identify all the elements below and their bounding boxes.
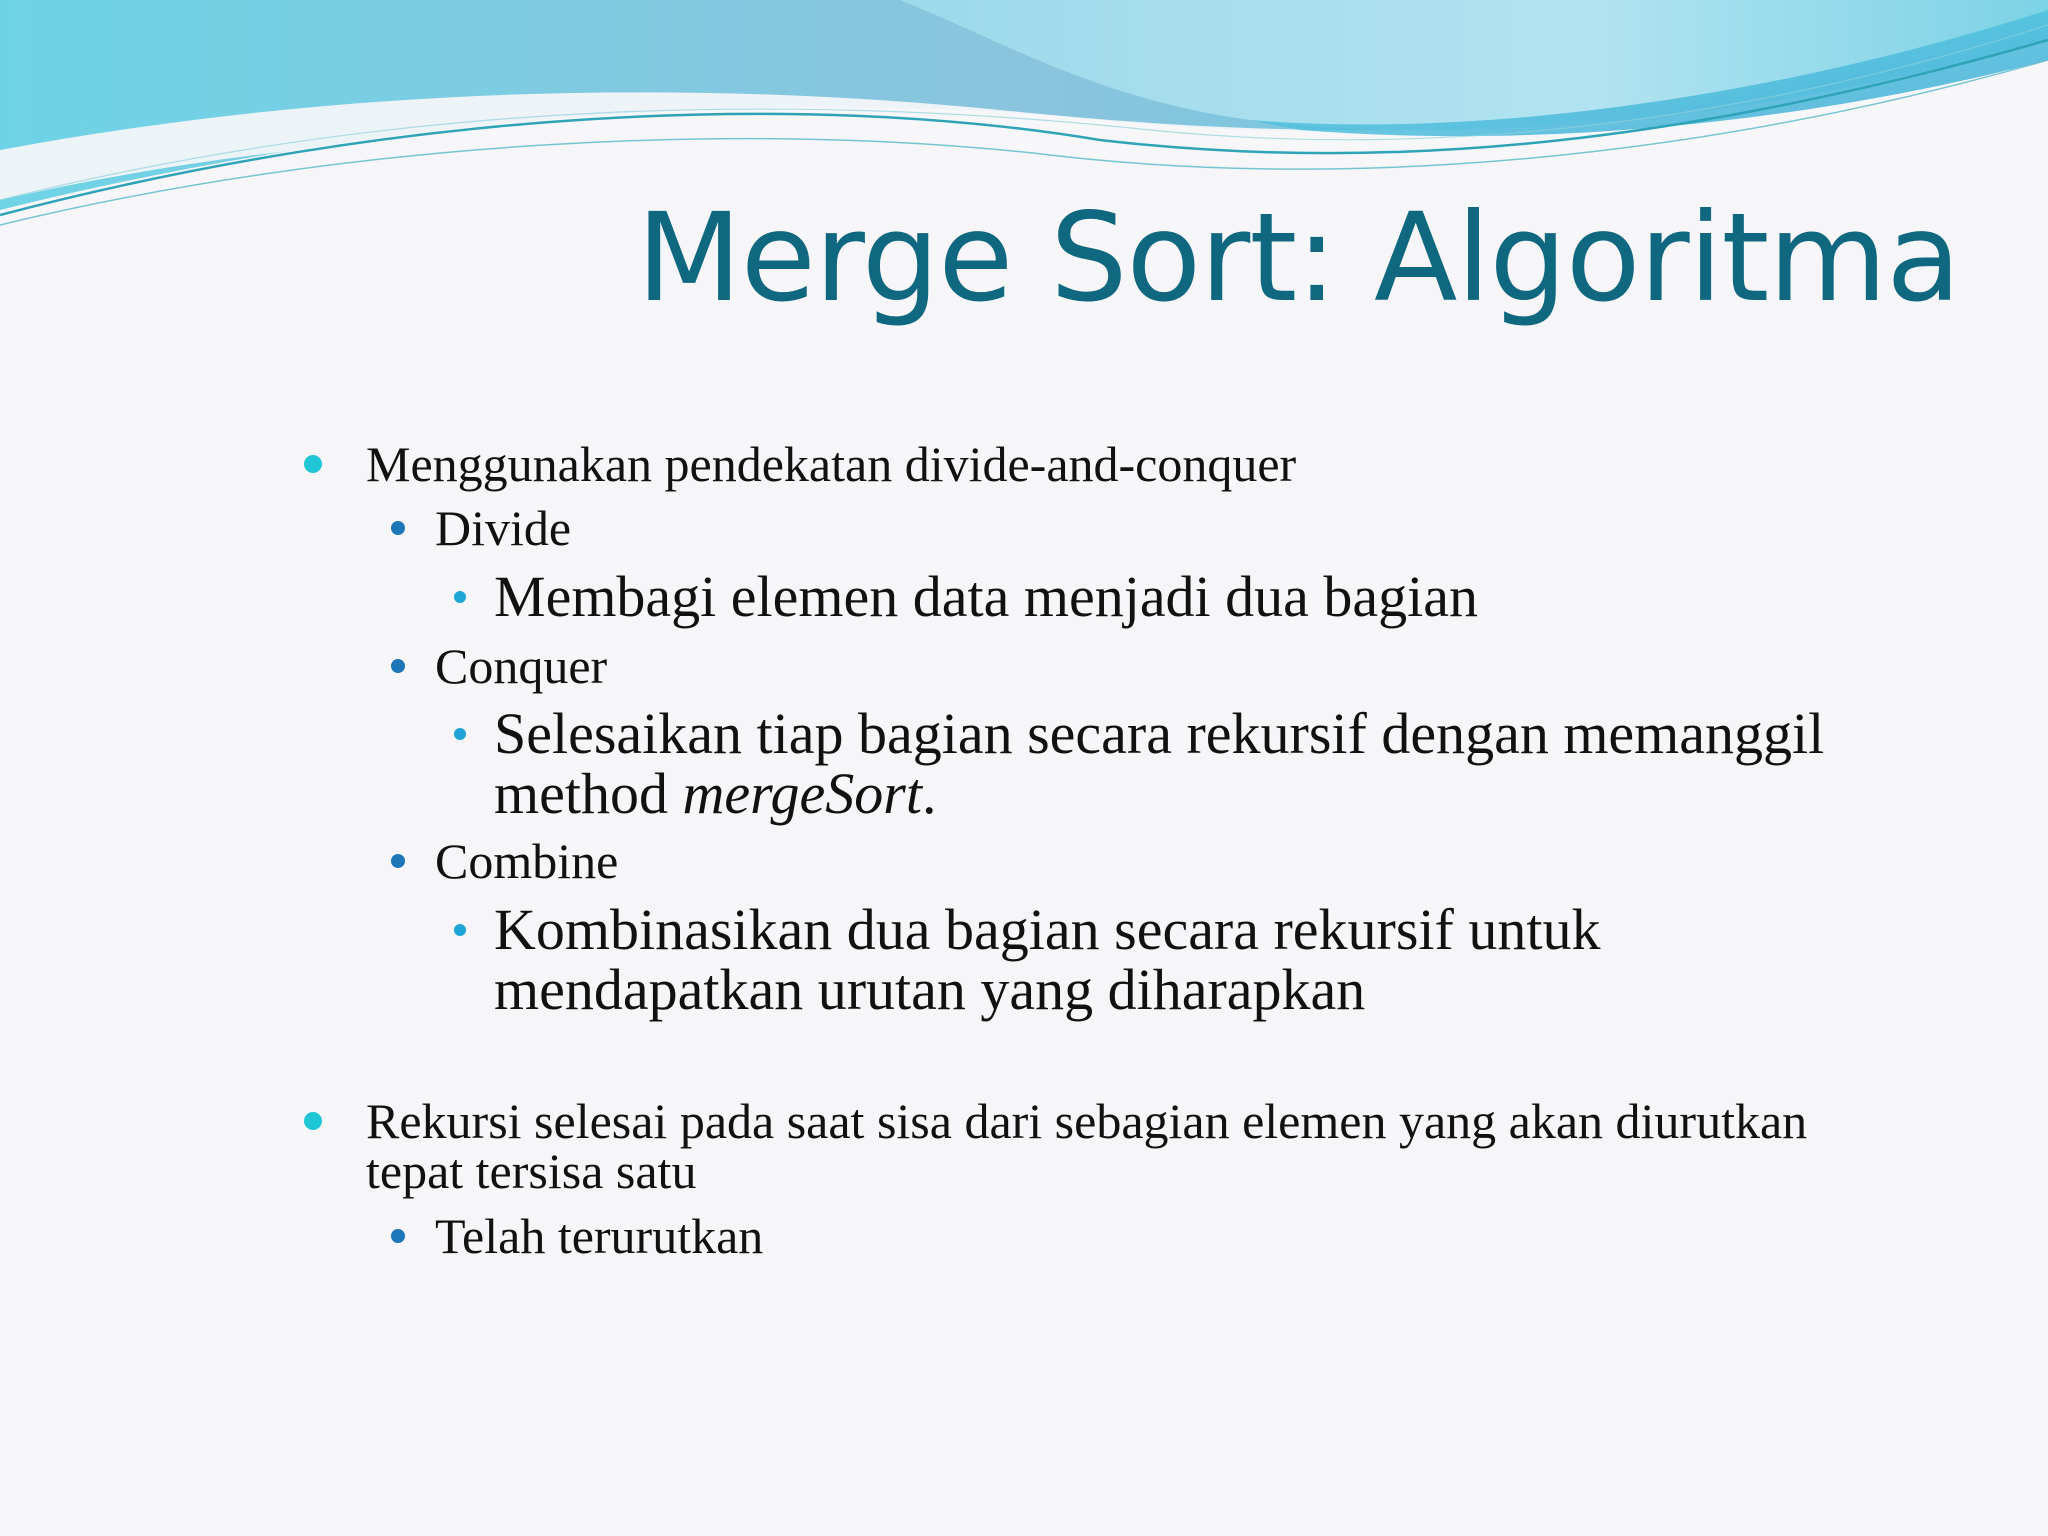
bullet-text-line1: Rekursi selesai pada saat sisa dari sebagian elemen yang akan diurutkan bbox=[366, 1093, 1808, 1149]
bullet-text-line2 bbox=[494, 761, 1824, 826]
bullet-combine bbox=[435, 833, 619, 889]
bullet-recursion-ends bbox=[366, 1093, 1808, 1199]
bullet-dot bbox=[304, 1112, 322, 1130]
method-suffix: . bbox=[921, 761, 937, 826]
bullet-text: Conquer bbox=[435, 638, 608, 694]
slide-title: Merge Sort: Algoritma bbox=[636, 187, 1960, 329]
bullet-dot bbox=[391, 521, 405, 535]
bullet-dot bbox=[454, 728, 466, 740]
bullet-text: Telah terurutkan bbox=[435, 1208, 764, 1264]
bullet-text: Menggunakan pendekatan divide-and-conquer bbox=[366, 436, 1297, 492]
method-prefix: method bbox=[494, 761, 683, 826]
bullet-conquer bbox=[435, 638, 608, 694]
method-name-italic: mergeSort bbox=[682, 761, 922, 826]
bullet-dot bbox=[304, 455, 322, 473]
bullet-dot bbox=[454, 924, 466, 936]
bullet-combine-description bbox=[494, 897, 1601, 1022]
bullet-dot bbox=[391, 1229, 405, 1243]
bullet-divide-and-conquer bbox=[366, 436, 1297, 492]
bullet-text-line2: tepat tersisa satu bbox=[366, 1143, 697, 1199]
bullet-text: Divide bbox=[435, 500, 572, 556]
bullet-text-line2: mendapatkan urutan yang diharapkan bbox=[494, 957, 1366, 1022]
bullet-dot bbox=[391, 854, 405, 868]
bullet-dot bbox=[454, 591, 466, 603]
bullet-divide bbox=[435, 500, 572, 556]
bullet-divide-description bbox=[494, 564, 1479, 629]
bullet-sorted bbox=[435, 1208, 764, 1264]
bullet-text: Combine bbox=[435, 833, 619, 889]
bullet-text: Membagi elemen data menjadi dua bagian bbox=[494, 564, 1479, 629]
bullet-text-line1: Selesaikan tiap bagian secara rekursif dengan memanggil bbox=[494, 701, 1825, 766]
bullet-dot bbox=[391, 659, 405, 673]
bullet-text-line1: Kombinasikan dua bagian secara rekursif untuk bbox=[494, 897, 1601, 962]
bullet-conquer-description bbox=[494, 701, 1825, 826]
